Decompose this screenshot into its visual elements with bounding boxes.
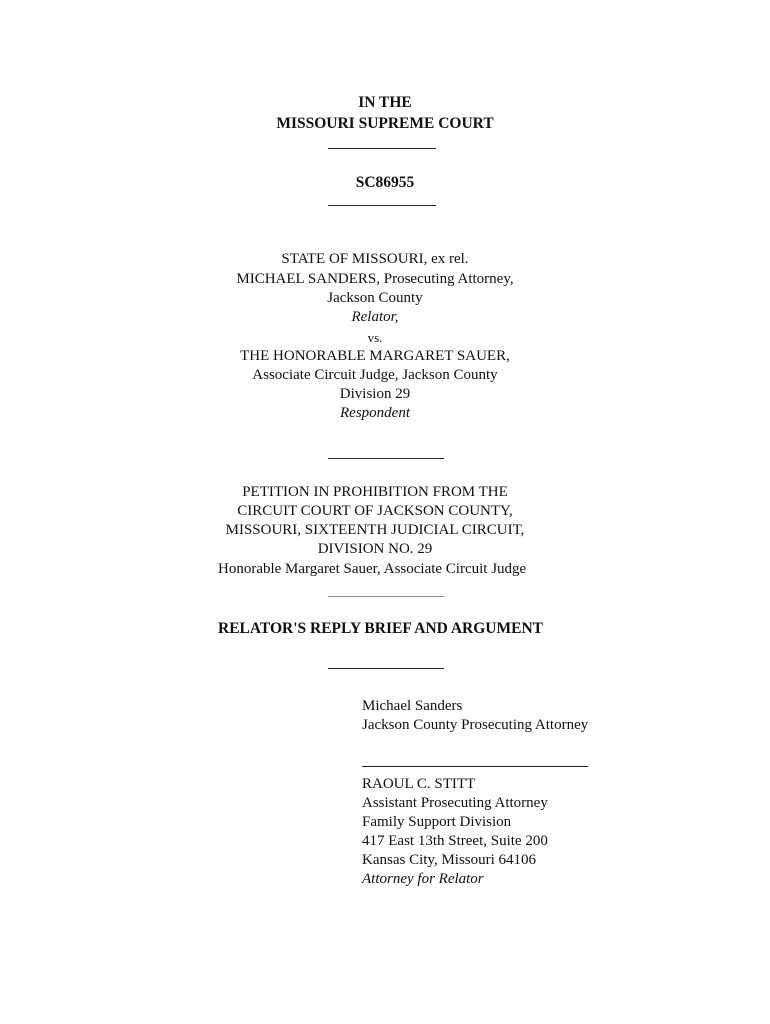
attorney-role: Attorney for Relator [362, 871, 484, 887]
court-heading-line1: IN THE [358, 94, 412, 111]
attorney-line: Family Support Division [362, 814, 512, 830]
relator-role: Relator, [351, 309, 399, 325]
respondent-role: Respondent [340, 405, 410, 421]
caption-line: Jackson County [327, 290, 423, 306]
caption-line: Division 29 [339, 386, 411, 402]
attorney-line: Kansas City, Missouri 64106 [362, 852, 537, 868]
case-number: SC86955 [355, 174, 415, 191]
caption-line: STATE OF MISSOURI, ex rel. [281, 251, 469, 267]
divider [328, 205, 436, 206]
caption-line: MICHAEL SANDERS, Prosecuting Attorney, [236, 271, 514, 287]
counsel-title: Jackson County Prosecuting Attorney [362, 717, 589, 733]
caption-line: THE HONORABLE MARGARET SAUER, [240, 348, 510, 364]
petition-line: MISSOURI, SIXTEENTH JUDICIAL CIRCUIT, [225, 522, 525, 538]
attorney-line: Assistant Prosecuting Attorney [362, 795, 548, 811]
brief-title: RELATOR'S REPLY BRIEF AND ARGUMENT [218, 620, 543, 637]
court-heading-line2: MISSOURI SUPREME COURT [276, 115, 494, 132]
counsel-name: Michael Sanders [362, 698, 463, 714]
petition-line: Honorable Margaret Sauer, Associate Circuit Judge [218, 561, 527, 577]
attorney-name: RAOUL C. STITT [362, 776, 476, 792]
divider [328, 458, 444, 459]
divider [328, 668, 444, 669]
signature-line [362, 766, 588, 767]
versus: vs. [367, 330, 383, 345]
petition-line: DIVISION NO. 29 [317, 541, 433, 557]
attorney-line: 417 East 13th Street, Suite 200 [362, 833, 548, 849]
petition-line: CIRCUIT COURT OF JACKSON COUNTY, [237, 503, 513, 519]
petition-line: PETITION IN PROHIBITION FROM THE [242, 484, 508, 500]
divider [328, 148, 436, 149]
divider [328, 596, 444, 597]
caption-line: Associate Circuit Judge, Jackson County [252, 367, 498, 383]
